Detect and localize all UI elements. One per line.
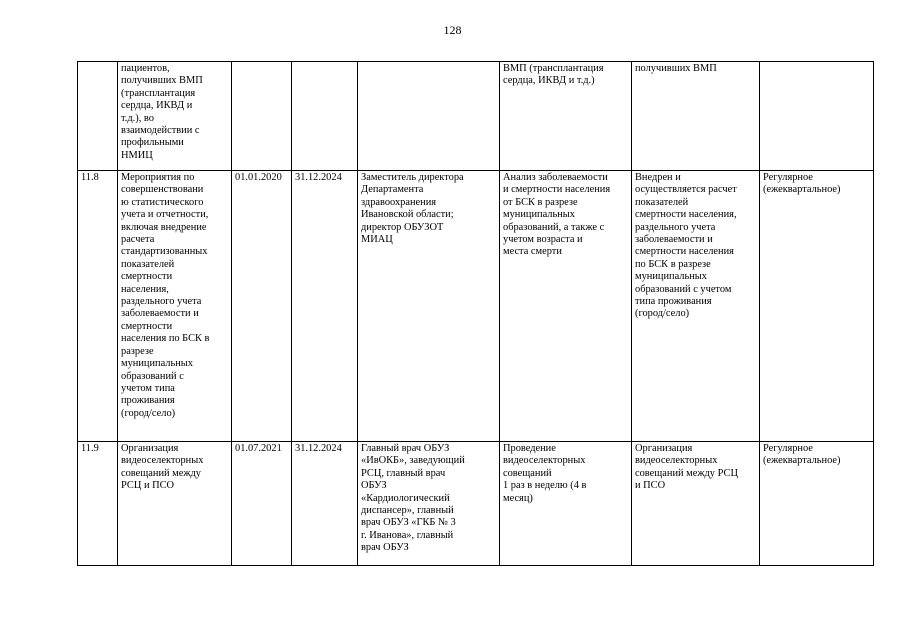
- cell-text-line: видеоселекторных: [121, 455, 204, 467]
- cell-text-line: сердца, ИКВД и: [121, 100, 193, 112]
- cell-text-line: Регулярное: [763, 172, 813, 183]
- cell-text-line: (город/село): [121, 407, 176, 419]
- cell-text-line: заболеваемости и: [635, 234, 713, 246]
- cell-result: [500, 442, 632, 566]
- cell-text-line: и смертности населения: [503, 184, 611, 196]
- cell-num: 11.9: [78, 442, 118, 566]
- cell-result: [500, 171, 632, 442]
- cell-text-line: совещаний: [503, 467, 552, 479]
- cell-text-line: ВМП (трансплантация: [503, 63, 604, 74]
- cell-text-line: сердца, ИКВД и т.д.): [503, 75, 595, 87]
- cell-text-line: (трансплантация: [121, 87, 196, 99]
- cell-text-line: врач ОБУЗ: [361, 542, 409, 554]
- cell-indicator: [632, 442, 760, 566]
- cell-indicator: [632, 171, 760, 442]
- cell-text-line: месяц): [503, 492, 533, 504]
- cell-text-line: показателей: [121, 258, 175, 270]
- cell-text-line: места смерти: [503, 246, 562, 258]
- cell-start-date: 01.07.2021: [232, 442, 292, 566]
- cell-text-line: Главный врач ОБУЗ: [361, 443, 450, 454]
- cell-text-line: смертности: [121, 271, 173, 283]
- cell-start-date: 01.01.2020: [232, 171, 292, 442]
- cell-text-line: образований, а также с: [503, 221, 605, 233]
- cell-text-line: смертности: [121, 320, 173, 332]
- cell-text-line: профильными: [121, 137, 184, 149]
- cell-text-line: Организация: [635, 443, 693, 454]
- cell-text-line: получивших ВМП: [635, 63, 717, 74]
- cell-responsible: [358, 62, 500, 171]
- cell-text-line: смертности населения: [635, 246, 734, 258]
- cell-text-line: муниципальных: [635, 271, 707, 283]
- cell-text-line: учетом типа: [121, 382, 175, 394]
- page-number: 128: [443, 23, 462, 37]
- cell-end-date: 31.12.2024: [292, 171, 358, 442]
- cell-text-line: проживания: [121, 395, 175, 407]
- cell-text-line: раздельного учета: [121, 296, 202, 308]
- cell-text-line: т.д.), во: [121, 112, 154, 124]
- cell-text-line: (город/село): [635, 308, 690, 320]
- cell-regularity: [760, 442, 874, 566]
- cell-text-line: муниципальных: [503, 209, 575, 221]
- cell-text-line: населения по БСК в: [121, 333, 210, 345]
- cell-text-line: Регулярное: [763, 443, 813, 454]
- cell-text-line: разрезе: [121, 345, 154, 357]
- cell-text-line: осуществляется расчет: [635, 184, 737, 196]
- cell-regularity: [760, 62, 874, 171]
- cell-start-date: [232, 62, 292, 171]
- cell-text-line: 1 раз в неделю (4 в: [503, 480, 587, 492]
- cell-text-line: РСЦ, главный врач: [361, 467, 446, 479]
- cell-text-line: диспансер», главный: [361, 505, 454, 517]
- cell-text-line: типа проживания: [635, 296, 712, 308]
- cell-text-line: совещаний между: [121, 467, 202, 479]
- cell-text-line: МИАЦ: [361, 234, 393, 246]
- cell-text-line: пациентов,: [121, 63, 170, 74]
- cell-text-line: видеоселекторных: [635, 455, 718, 467]
- cell-text-line: населения,: [121, 283, 169, 295]
- cell-text-line: совещаний между РСЦ: [635, 467, 738, 479]
- cell-text-line: здравоохранения: [361, 196, 437, 208]
- cell-activity: [118, 442, 232, 566]
- cell-text-line: по БСК в разрезе: [635, 258, 711, 270]
- cell-end-date: [292, 62, 358, 171]
- activities-table: [77, 61, 874, 566]
- table-row-continuation: [78, 62, 874, 171]
- cell-text-line: Внедрен и: [635, 172, 681, 183]
- cell-num: [78, 62, 118, 171]
- cell-text-line: и ПСО: [635, 480, 666, 492]
- table-row-11-8: [78, 171, 874, 442]
- cell-text-line: Анализ заболеваемости: [503, 172, 608, 183]
- cell-text-line: Заместитель директора: [361, 172, 464, 183]
- cell-text-line: «ИвОКБ», заведующий: [361, 455, 465, 467]
- cell-text-line: г. Иванова», главный: [361, 529, 454, 541]
- cell-result: [500, 62, 632, 171]
- cell-text-line: расчета: [121, 234, 155, 246]
- cell-text-line: получивших ВМП: [121, 75, 203, 87]
- cell-text-line: Организация: [121, 443, 179, 454]
- cell-text-line: стандартизованных: [121, 246, 208, 258]
- cell-text-line: учетом возраста и: [503, 234, 583, 246]
- cell-text-line: ю статистического: [121, 196, 204, 208]
- cell-text-line: видеоселекторных: [503, 455, 586, 467]
- cell-text-line: Проведение: [503, 443, 556, 454]
- cell-text-line: НМИЦ: [121, 149, 153, 161]
- cell-text-line: «Кардиологический: [361, 492, 450, 504]
- cell-indicator: [632, 62, 760, 171]
- cell-text-line: (ежеквартальное): [763, 184, 841, 196]
- cell-text-line: образований с учетом: [635, 283, 732, 295]
- cell-text-line: заболеваемости и: [121, 308, 199, 320]
- cell-text-line: ОБУЗ: [361, 480, 387, 492]
- cell-text-line: директор ОБУЗОТ: [361, 221, 444, 233]
- cell-end-date: 31.12.2024: [292, 442, 358, 566]
- cell-text-line: Ивановской области;: [361, 209, 454, 221]
- cell-responsible: [358, 171, 500, 442]
- cell-text-line: учета и отчетности,: [121, 209, 209, 221]
- cell-text-line: РСЦ и ПСО: [121, 480, 175, 492]
- cell-text-line: показателей: [635, 196, 689, 208]
- cell-text-line: взаимодействии с: [121, 125, 200, 137]
- cell-text-line: врач ОБУЗ «ГКБ № 3: [361, 517, 456, 529]
- cell-text-line: включая внедрение: [121, 221, 207, 233]
- cell-text-line: раздельного учета: [635, 221, 716, 233]
- table-row-11-9: [78, 442, 874, 566]
- cell-text-line: Департамента: [361, 184, 424, 196]
- cell-responsible: [358, 442, 500, 566]
- cell-num: 11.8: [78, 171, 118, 442]
- cell-text-line: от БСК в разрезе: [503, 196, 578, 208]
- cell-regularity: [760, 171, 874, 442]
- cell-text-line: совершенствовани: [121, 184, 204, 196]
- cell-text-line: смертности населения,: [635, 209, 737, 221]
- cell-activity: [118, 171, 232, 442]
- cell-text-line: (ежеквартальное): [763, 455, 841, 467]
- cell-text-line: Мероприятия по: [121, 172, 195, 183]
- cell-text-line: муниципальных: [121, 358, 193, 370]
- cell-activity: [118, 62, 232, 171]
- cell-text-line: образований с: [121, 370, 184, 382]
